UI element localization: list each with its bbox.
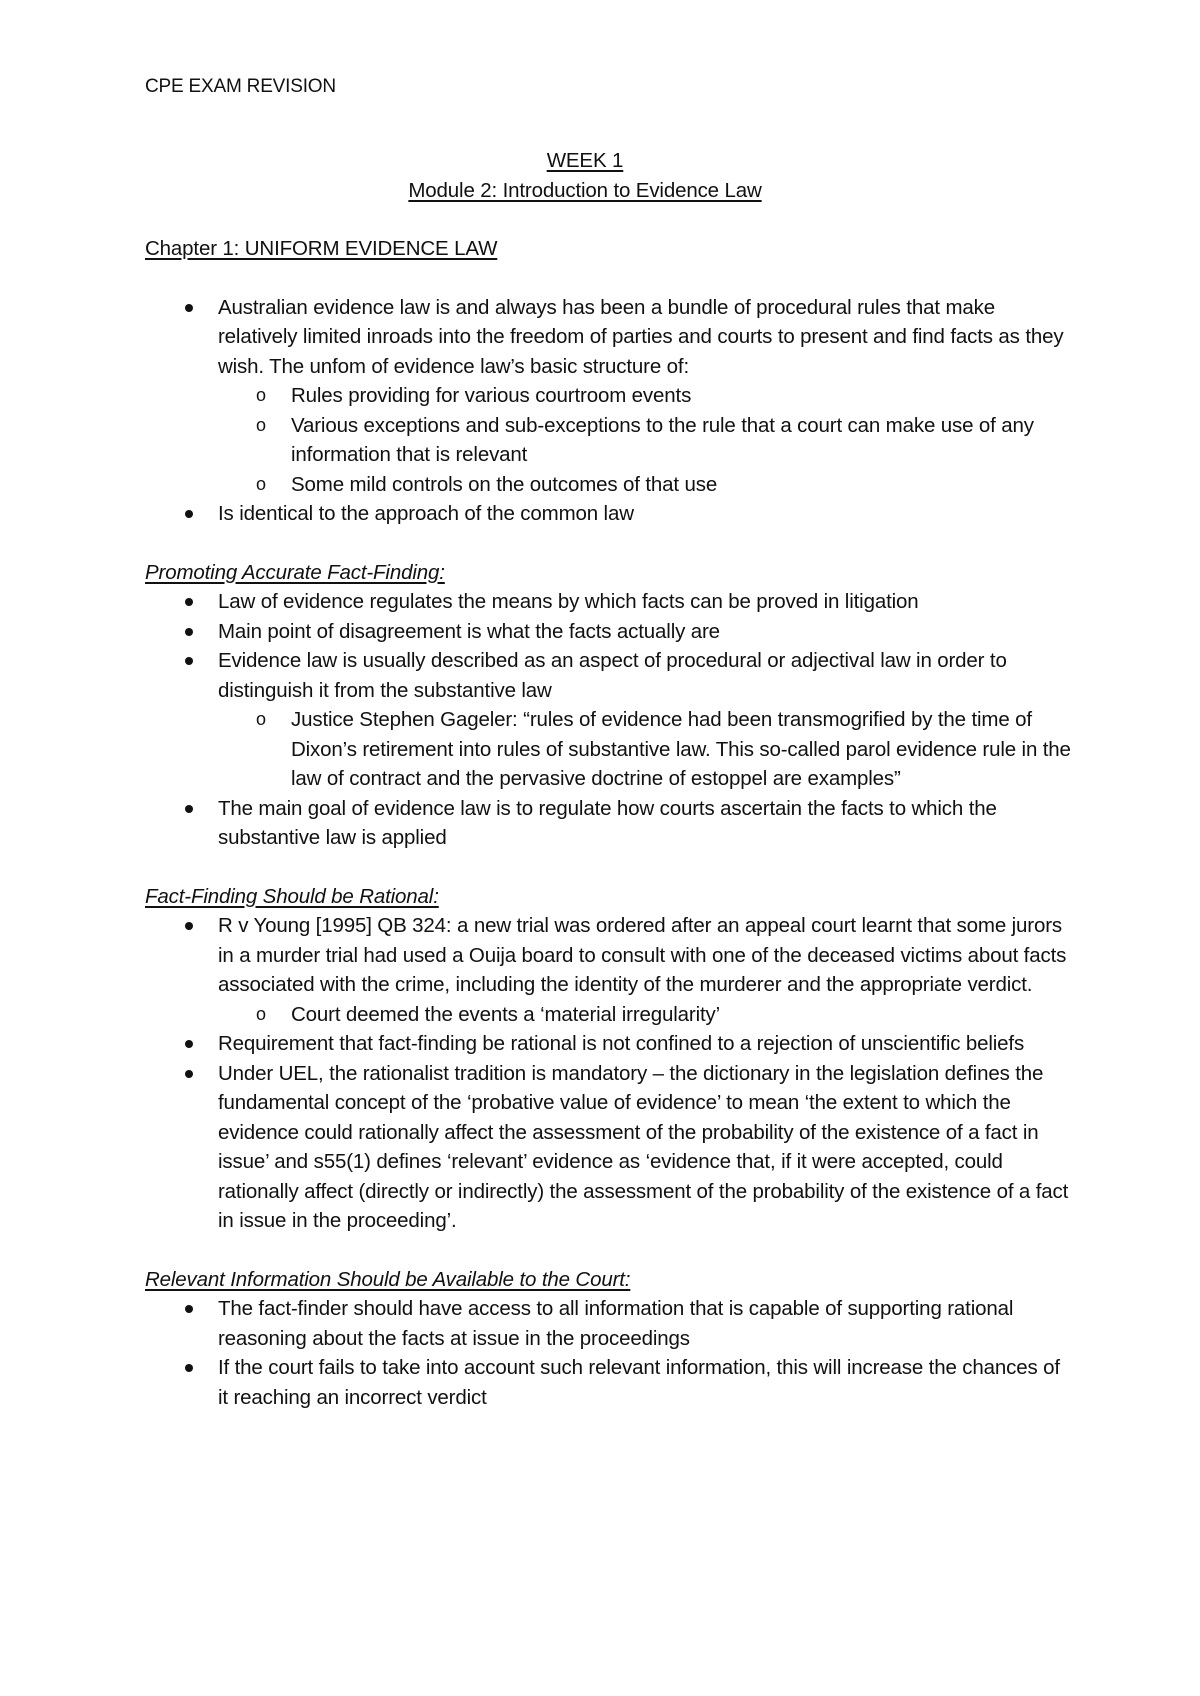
section-heading-relevant-information: Relevant Information Should be Available to the Court: bbox=[145, 1267, 631, 1291]
section-heading-rational-fact-finding: Fact-Finding Should be Rational: bbox=[145, 884, 439, 908]
sub-list-item bbox=[218, 411, 1075, 470]
bullet-text: Under UEL, the rationalist tradition is mandatory – the dictionary in the legislation defines the fundamental concept of the ‘probative value of evidence’ to mean ‘the extent to which the evidence could rationally affect the assessment of the probability of the existence of a fact in issue’ and s55(1) defines ‘relevant’ evidence as ‘evidence that, if it were accepted, could rationally affect (directly or indirectly) the assessment of the probability of the existence of a fact in issue in the proceeding’. bbox=[218, 1061, 1069, 1232]
bullet-text: The fact-finder should have access to all information that is capable of supporting rational reasoning about the facts at issue in the proceedings bbox=[218, 1297, 1014, 1350]
bullet-text: If the court fails to take into account such relevant information, this will increase the chances of it reaching an incorrect verdict bbox=[218, 1356, 1060, 1409]
hollow-bullet-icon: o bbox=[256, 385, 266, 405]
bullet-text: Main point of disagreement is what the facts actually are bbox=[218, 619, 720, 643]
section-heading-accurate-fact-finding: Promoting Accurate Fact-Finding: bbox=[145, 560, 445, 584]
chapter-heading: Chapter 1: UNIFORM EVIDENCE LAW bbox=[145, 237, 498, 260]
section3-bullet-list bbox=[145, 1294, 1075, 1412]
bullet-text: The main goal of evidence law is to regulate how courts ascertain the facts to which the substantive law is applied bbox=[218, 796, 997, 849]
hollow-bullet-icon: o bbox=[256, 414, 266, 435]
list-item bbox=[145, 1294, 1075, 1353]
bullet-text: Is identical to the approach of the common law bbox=[218, 502, 634, 525]
document-header: CPE EXAM REVISION bbox=[145, 76, 336, 97]
list-item bbox=[145, 646, 1075, 794]
hollow-bullet-icon: o bbox=[256, 1003, 266, 1024]
bullet-icon bbox=[185, 598, 193, 606]
list-item bbox=[145, 1029, 1075, 1059]
bullet-icon bbox=[185, 1040, 193, 1048]
list-item bbox=[145, 617, 1075, 647]
sub-bullet-text: Justice Stephen Gageler: “rules of evidence had been transmogrified by the time of Dixon’s retirement into rules of substantive law. This so-called parol evidence rule in the law of contract and the pervasive doctrine of estoppel are examples” bbox=[291, 708, 1071, 790]
list-item bbox=[145, 293, 1075, 500]
bullet-icon bbox=[185, 922, 193, 930]
bullet-text: Australian evidence law is and always has been a bundle of procedural rules that make relatively limited inroads into the freedom of parties and courts to present and find facts as they wish. The unfom of evidence law’s basic structure of: bbox=[218, 295, 1064, 378]
list-item bbox=[145, 1353, 1075, 1412]
bullet-text: R v Young [1995] QB 324: a new trial was ordered after an appeal court learnt that some jurors in a murder trial had used a Ouija board to consult with one of the deceased victims about facts associated with the crime, including the identity of the murderer and the appropriate verdict. bbox=[218, 914, 1067, 996]
bullet-icon bbox=[185, 510, 193, 518]
list-item bbox=[145, 794, 1075, 853]
bullet-icon bbox=[185, 628, 193, 636]
bullet-text: Law of evidence regulates the means by which facts can be proved in litigation bbox=[218, 590, 919, 613]
section2-bullet-list bbox=[145, 911, 1075, 1236]
bullet-icon bbox=[185, 1364, 193, 1372]
sub-bullet-text: Various exceptions and sub-exceptions to the rule that a court can make use of any information that is relevant bbox=[291, 413, 1034, 466]
intro-bullet-list bbox=[145, 293, 1075, 529]
sub-list-item bbox=[218, 705, 1075, 794]
bullet-text: Requirement that fact-finding be rational is not confined to a rejection of unscientific beliefs bbox=[218, 1032, 1025, 1055]
sub-bullet-list bbox=[218, 381, 1075, 499]
list-item bbox=[145, 499, 1075, 529]
list-item bbox=[145, 587, 1075, 617]
hollow-bullet-icon: o bbox=[256, 473, 266, 494]
bullet-icon bbox=[185, 1070, 193, 1078]
bullet-text: Evidence law is usually described as an aspect of procedural or adjectival law in order to distinguish it from the substantive law bbox=[218, 649, 1007, 702]
list-item bbox=[145, 1059, 1075, 1236]
sub-list-item bbox=[218, 381, 1075, 411]
sub-bullet-text: Some mild controls on the outcomes of that use bbox=[291, 472, 718, 496]
bullet-icon bbox=[185, 304, 193, 312]
document-body bbox=[145, 146, 1075, 1412]
sub-bullet-list bbox=[218, 705, 1075, 794]
module-title: Module 2: Introduction to Evidence Law bbox=[408, 178, 762, 202]
sub-bullet-text: Rules providing for various courtroom events bbox=[291, 384, 692, 407]
bullet-icon bbox=[185, 657, 193, 665]
list-item bbox=[145, 911, 1075, 1029]
hollow-bullet-icon: o bbox=[256, 709, 266, 729]
bullet-icon bbox=[185, 805, 193, 813]
week-title: WEEK 1 bbox=[546, 149, 624, 172]
section1-bullet-list bbox=[145, 587, 1075, 853]
sub-bullet-list bbox=[218, 1000, 1075, 1030]
bullet-icon bbox=[185, 1305, 193, 1313]
sub-list-item bbox=[218, 1000, 1075, 1030]
sub-list-item bbox=[218, 470, 1075, 500]
sub-bullet-text: Court deemed the events a ‘material irregularity’ bbox=[291, 1002, 721, 1026]
